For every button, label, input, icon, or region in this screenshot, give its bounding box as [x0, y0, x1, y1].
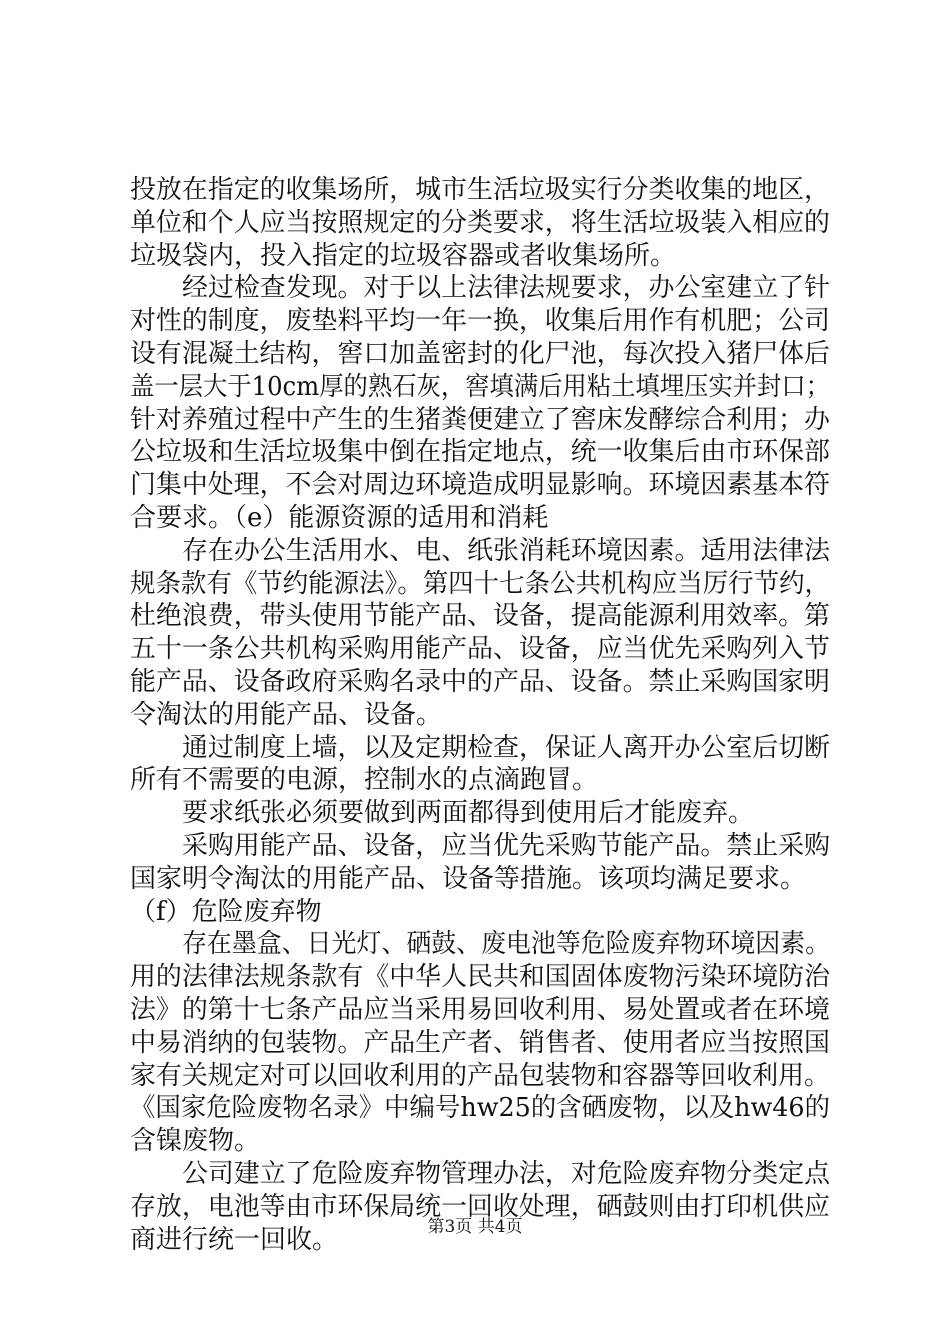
text-line: 投放在指定的收集场所，城市生活垃圾实行分类收集的地区， — [130, 175, 830, 205]
text-line: 设有混凝土结构，窖口加盖密封的化尸池，每次投入猪尸体后 — [130, 338, 830, 369]
text-line: 能产品、设备政府采购名录中的产品、设备。禁止采购国家明 — [130, 666, 830, 697]
text-line: 经过检查发现。对于以上法律法规要求，办公室建立了针 — [182, 273, 831, 304]
text-line: （f）危险废弃物 — [130, 896, 322, 927]
text-line: 中易消纳的包装物。产品生产者、销售者、使用者应当按照国 — [130, 1027, 830, 1058]
text-line: 用的法律法规条款有《中华人民共和国固体废物污染环境防治 — [130, 962, 830, 993]
text-line: 对性的制度，废垫料平均一年一换，收集后用作有机肥；公司 — [130, 306, 830, 337]
text-line: 针对养殖过程中产生的生猪粪便建立了窖床发酵综合利用；办 — [130, 404, 830, 435]
text-line: 令淘汰的用能产品、设备。 — [130, 699, 443, 730]
text-line: 存放，电池等由市环保局统一回收处理，硒鼓则由打印机供应 — [130, 1191, 830, 1222]
document-body — [130, 174, 830, 1256]
text-line: 含镍废物。 — [130, 1126, 261, 1157]
text-line: 法》的第十七条产品应当采用易回收利用、易处置或者在环境 — [130, 994, 830, 1025]
text-line: 通过制度上墙，以及定期检查，保证人离开办公室后切断 — [182, 732, 831, 763]
text-line: 公垃圾和生活垃圾集中倒在指定地点，统一收集后由市环保部 — [130, 437, 830, 468]
text-line: 合要求。（e）能源资源的适用和消耗 — [130, 502, 549, 533]
text-line: 门集中处理，不会对周边环境造成明显影响。环境因素基本符 — [130, 470, 830, 501]
text-line: 采购用能产品、设备，应当优先采购节能产品。禁止采购 — [182, 830, 831, 861]
text-line: 国家明令淘汰的用能产品、设备等措施。该项均满足要求。 — [130, 863, 807, 894]
text-line: 存在办公生活用水、电、纸张消耗环境因素。适用法律法 — [182, 535, 831, 566]
text-line: 规条款有《节约能源法》。第四十七条公共机构应当厉行节约， — [130, 568, 831, 599]
text-line: 要求纸张必须要做到两面都得到使用后才能废弃。 — [182, 798, 755, 829]
text-line: 所有不需要的电源，控制水的点滴跑冒。 — [130, 765, 599, 796]
text-line: 《国家危险废物名录》中编号hw25的含硒废物，以及hw46的 — [130, 1093, 830, 1124]
text-line: 家有关规定对可以回收利用的产品包装物和容器等回收利用。 — [130, 1060, 830, 1091]
text-line: 杜绝浪费，带头使用节能产品、设备，提高能源利用效率。第 — [130, 601, 830, 632]
text-line: 单位和个人应当按照规定的分类要求，将生活垃圾装入相应的 — [130, 207, 830, 238]
text-line: 商进行统一回收。 — [130, 1224, 339, 1255]
text-line: 五十一条公共机构采购用能产品、设备，应当优先采购列入节 — [130, 634, 830, 665]
page-footer — [0, 1216, 950, 1238]
page-number-label: 第3页 共4页 — [427, 1217, 523, 1237]
text-line: 公司建立了危险废弃物管理办法，对危险废弃物分类定点 — [182, 1158, 831, 1189]
text-line: 存在墨盒、日光灯、硒鼓、废电池等危险废弃物环境因素。 — [182, 929, 831, 960]
text-line: 垃圾袋内，投入指定的垃圾容器或者收集场所。 — [130, 240, 677, 271]
text-line: 盖一层大于10cm厚的熟石灰，窖填满后用粘土填埋压实并封口； — [130, 371, 830, 402]
